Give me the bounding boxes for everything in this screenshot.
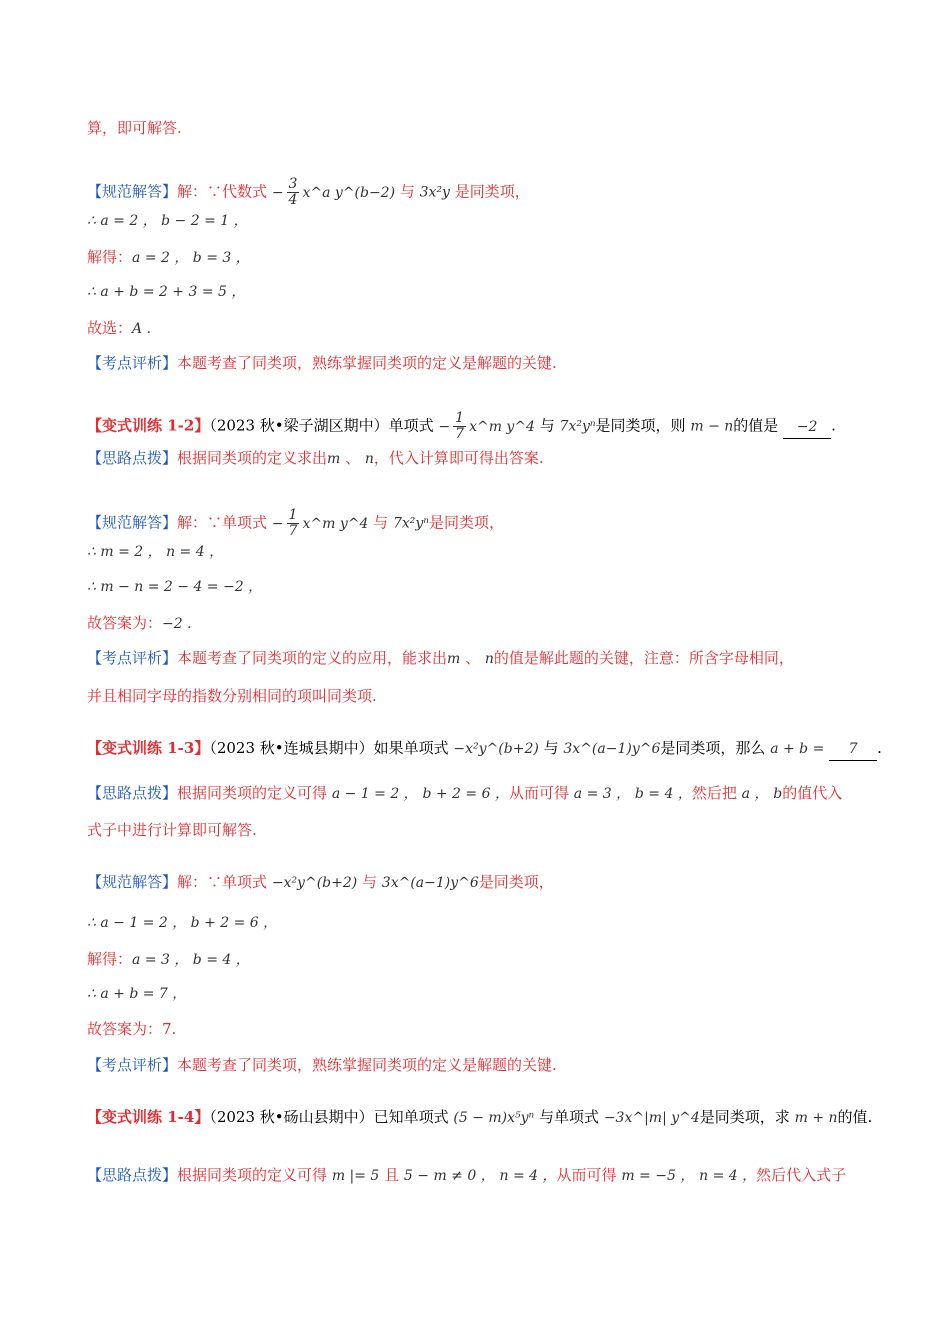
math-var: m — [327, 451, 341, 467]
math-line: ∴ a + b = 2 + 3 = 5 ， — [87, 284, 246, 300]
text: 的值代入 — [782, 784, 843, 802]
fraction-denominator: 7 — [455, 426, 465, 442]
evaluation-line — [87, 647, 794, 670]
hint-line — [87, 1164, 846, 1187]
math-line: ∴ m = 2 ， n = 4 ， — [87, 544, 224, 560]
text: 是同类项， — [478, 873, 554, 891]
text: 与 — [399, 182, 415, 201]
text: 故答案为： — [87, 614, 163, 632]
solution-line — [87, 317, 151, 340]
monomial: 7x²yⁿ — [559, 418, 596, 435]
answer-blank: 7 — [829, 738, 877, 761]
text: 然后把 — [691, 784, 737, 802]
section-tag: 【规范解答】 — [87, 513, 178, 532]
section-tag: 【考点评析】 — [87, 649, 178, 667]
text: 的值是 — [733, 416, 779, 435]
hint-line — [87, 447, 544, 470]
text: 故选： — [87, 319, 133, 337]
math-expression: m − n — [690, 418, 734, 435]
text: 本题考查了同类项，熟练掌握同类项的定义是解题的关键. — [177, 1056, 557, 1074]
text: 从而可得 — [508, 784, 569, 802]
text: 、 — [465, 649, 481, 667]
math-expression: − $\frac{3}{4}$ x^a y^(b−2) — [271, 176, 396, 208]
math-expression: a + b = — [770, 741, 825, 757]
hint-line — [87, 782, 842, 805]
math-expression: a ， — [741, 786, 769, 802]
section-tag: 【思路点拨】 — [87, 784, 178, 802]
math-expression: n = 4 ， — [699, 1168, 757, 1184]
math-expression: A . — [132, 321, 152, 337]
monomial: x^m y^4 — [302, 515, 369, 532]
math-expression: n = 4 ， — [499, 1168, 557, 1184]
text: 解得： — [87, 950, 133, 968]
text: 是同类项， — [428, 513, 504, 532]
monomial: 3x^(a−1)y^6 — [381, 875, 479, 891]
math-expression: a = 3 ， — [573, 786, 631, 802]
text: （2023 秋•连城县期中）如果单项式 — [209, 739, 449, 757]
math-expression: a = 3 ， b = 4 ， — [132, 952, 250, 968]
question-tag: 【变式训练 1-3】 — [87, 739, 210, 757]
math-line: ∴ a − 1 = 2 ， b + 2 = 6 ， — [87, 915, 278, 931]
text: （2023 秋•砀山县期中）已知单项式 — [209, 1108, 449, 1126]
fraction-numerator: 1 — [455, 410, 465, 426]
text: 根据同类项的定义可得 — [177, 784, 328, 802]
monomial: x^m y^4 — [469, 418, 535, 435]
math-expression: −2 . — [162, 616, 192, 632]
text: 解：∵代数式 — [177, 182, 268, 201]
text: 根据同类项的定义可得 — [177, 1166, 328, 1184]
text: 、 — [345, 449, 361, 467]
text: 的值是解此题的关键，注意：所含字母相同， — [493, 649, 794, 667]
answer-blank: −2 — [783, 416, 831, 439]
section-tag: 【规范解答】 — [87, 182, 178, 201]
math-expression: a − 1 = 2 ， — [331, 786, 418, 802]
solution-line — [87, 177, 530, 208]
section-tag: 【考点评析】 — [87, 354, 178, 372]
math-expression: b = 4 ， — [634, 786, 692, 802]
monomial: −3x^|m| y^4 — [603, 1110, 700, 1126]
text: 与 — [539, 416, 555, 435]
text: 解得： — [87, 248, 133, 266]
text: 与 — [362, 873, 378, 891]
text: 根据同类项的定义求出 — [177, 449, 328, 467]
math-line: ∴ a + b = 7 ， — [87, 986, 187, 1002]
text: 与 — [543, 739, 559, 757]
math-line: ∴ m − n = 2 − 4 = −2 ， — [87, 579, 263, 595]
math-expression: m = −5 ， — [621, 1168, 695, 1184]
text: 解：∵单项式 — [177, 873, 268, 891]
text: 是同类项，求 — [699, 1108, 790, 1126]
text: ，代入计算即可得出答案. — [373, 449, 544, 467]
math-var: n — [364, 451, 374, 467]
text: 从而可得 — [556, 1166, 617, 1184]
question-tag: 【变式训练 1-2】 — [87, 416, 210, 435]
math-expression: m |= 5 — [331, 1168, 380, 1184]
monomial: (5 − m)x⁵yⁿ — [453, 1110, 535, 1126]
fraction-numerator: 1 — [288, 507, 298, 523]
solution-line — [87, 246, 250, 269]
monomial: 3x^(a−1)y^6 — [563, 741, 661, 757]
text: 解：∵单项式 — [177, 513, 268, 532]
text: （2023 秋•梁子湖区期中）单项式 — [209, 416, 434, 435]
section-tag: 【思路点拨】 — [87, 1166, 178, 1184]
question-line: 【变式训练 1-3】（2023 秋•连城县期中）如果单项式 −x²y^(b+2) 与 3x^(a−1)y^6是同类项，那么 a + b = 7 . — [87, 737, 882, 761]
text: 是同类项，那么 — [660, 739, 766, 757]
math-expression: − $\frac{1}{7}$ x^m y^4 — [438, 410, 535, 442]
math-expression: b + 2 = 6 ， — [422, 786, 509, 802]
monomial: x^a y^(b−2) — [302, 184, 396, 201]
hint-line: 式子中进行计算即可解答. — [87, 821, 257, 839]
text: 本题考查了同类项，熟练掌握同类项的定义是解题的关键. — [177, 354, 557, 372]
text: 是同类项，则 — [595, 416, 686, 435]
text: 是同类项， — [454, 182, 530, 201]
math-line: ∴ a = 2 ， b − 2 = 1 ， — [87, 213, 248, 229]
solution-line — [87, 948, 250, 971]
text: 的值. — [837, 1108, 873, 1126]
text-line: 算，即可解答. — [87, 119, 182, 137]
monomial: −x²y^(b+2) — [453, 741, 539, 757]
fraction-denominator: 4 — [288, 192, 298, 208]
text: 与单项式 — [539, 1108, 600, 1126]
text: 然后代入式子 — [756, 1166, 847, 1184]
monomial: −x²y^(b+2) — [271, 875, 358, 891]
math-expression: − $\frac{1}{7}$ x^m y^4 — [271, 507, 369, 539]
solution-line: 故答案为：7. — [87, 1020, 177, 1038]
section-tag: 【规范解答】 — [87, 873, 178, 891]
text: 本题考查了同类项的定义的应用，能求出 — [177, 649, 448, 667]
text: 与 — [373, 513, 389, 532]
evaluation-line: 并且相同字母的指数分别相同的项叫同类项. — [87, 687, 377, 705]
evaluation-line — [87, 1054, 557, 1076]
monomial: 7x²yⁿ — [392, 515, 429, 532]
monomial: 3x²y — [419, 184, 450, 201]
math-expression: a = 2 ， b = 3 ， — [132, 250, 250, 266]
solution-line — [87, 871, 554, 894]
text: 且 — [384, 1166, 400, 1184]
question-line — [87, 1106, 872, 1129]
math-expression: m + n — [794, 1110, 838, 1126]
math-var: m — [447, 651, 461, 667]
section-tag: 【思路点拨】 — [87, 449, 178, 467]
solution-line — [87, 508, 504, 539]
question-line: 【变式训练 1-2】（2023 秋•梁子湖区期中）单项式 − $\frac{1}{7}$ x^m y^4 与 7x²yⁿ是同类项，则 m − n的值是 −2 . — [87, 410, 836, 442]
math-expression: 5 − m ≠ 0 ， — [403, 1168, 495, 1184]
section-tag: 【考点评析】 — [87, 1056, 178, 1074]
fraction-denominator: 7 — [288, 523, 298, 539]
math-var: n — [484, 651, 494, 667]
evaluation-line — [87, 352, 557, 374]
math-var: b — [773, 786, 783, 802]
question-tag: 【变式训练 1-4】 — [87, 1108, 210, 1126]
solution-line — [87, 612, 192, 635]
fraction-numerator: 3 — [288, 176, 298, 192]
